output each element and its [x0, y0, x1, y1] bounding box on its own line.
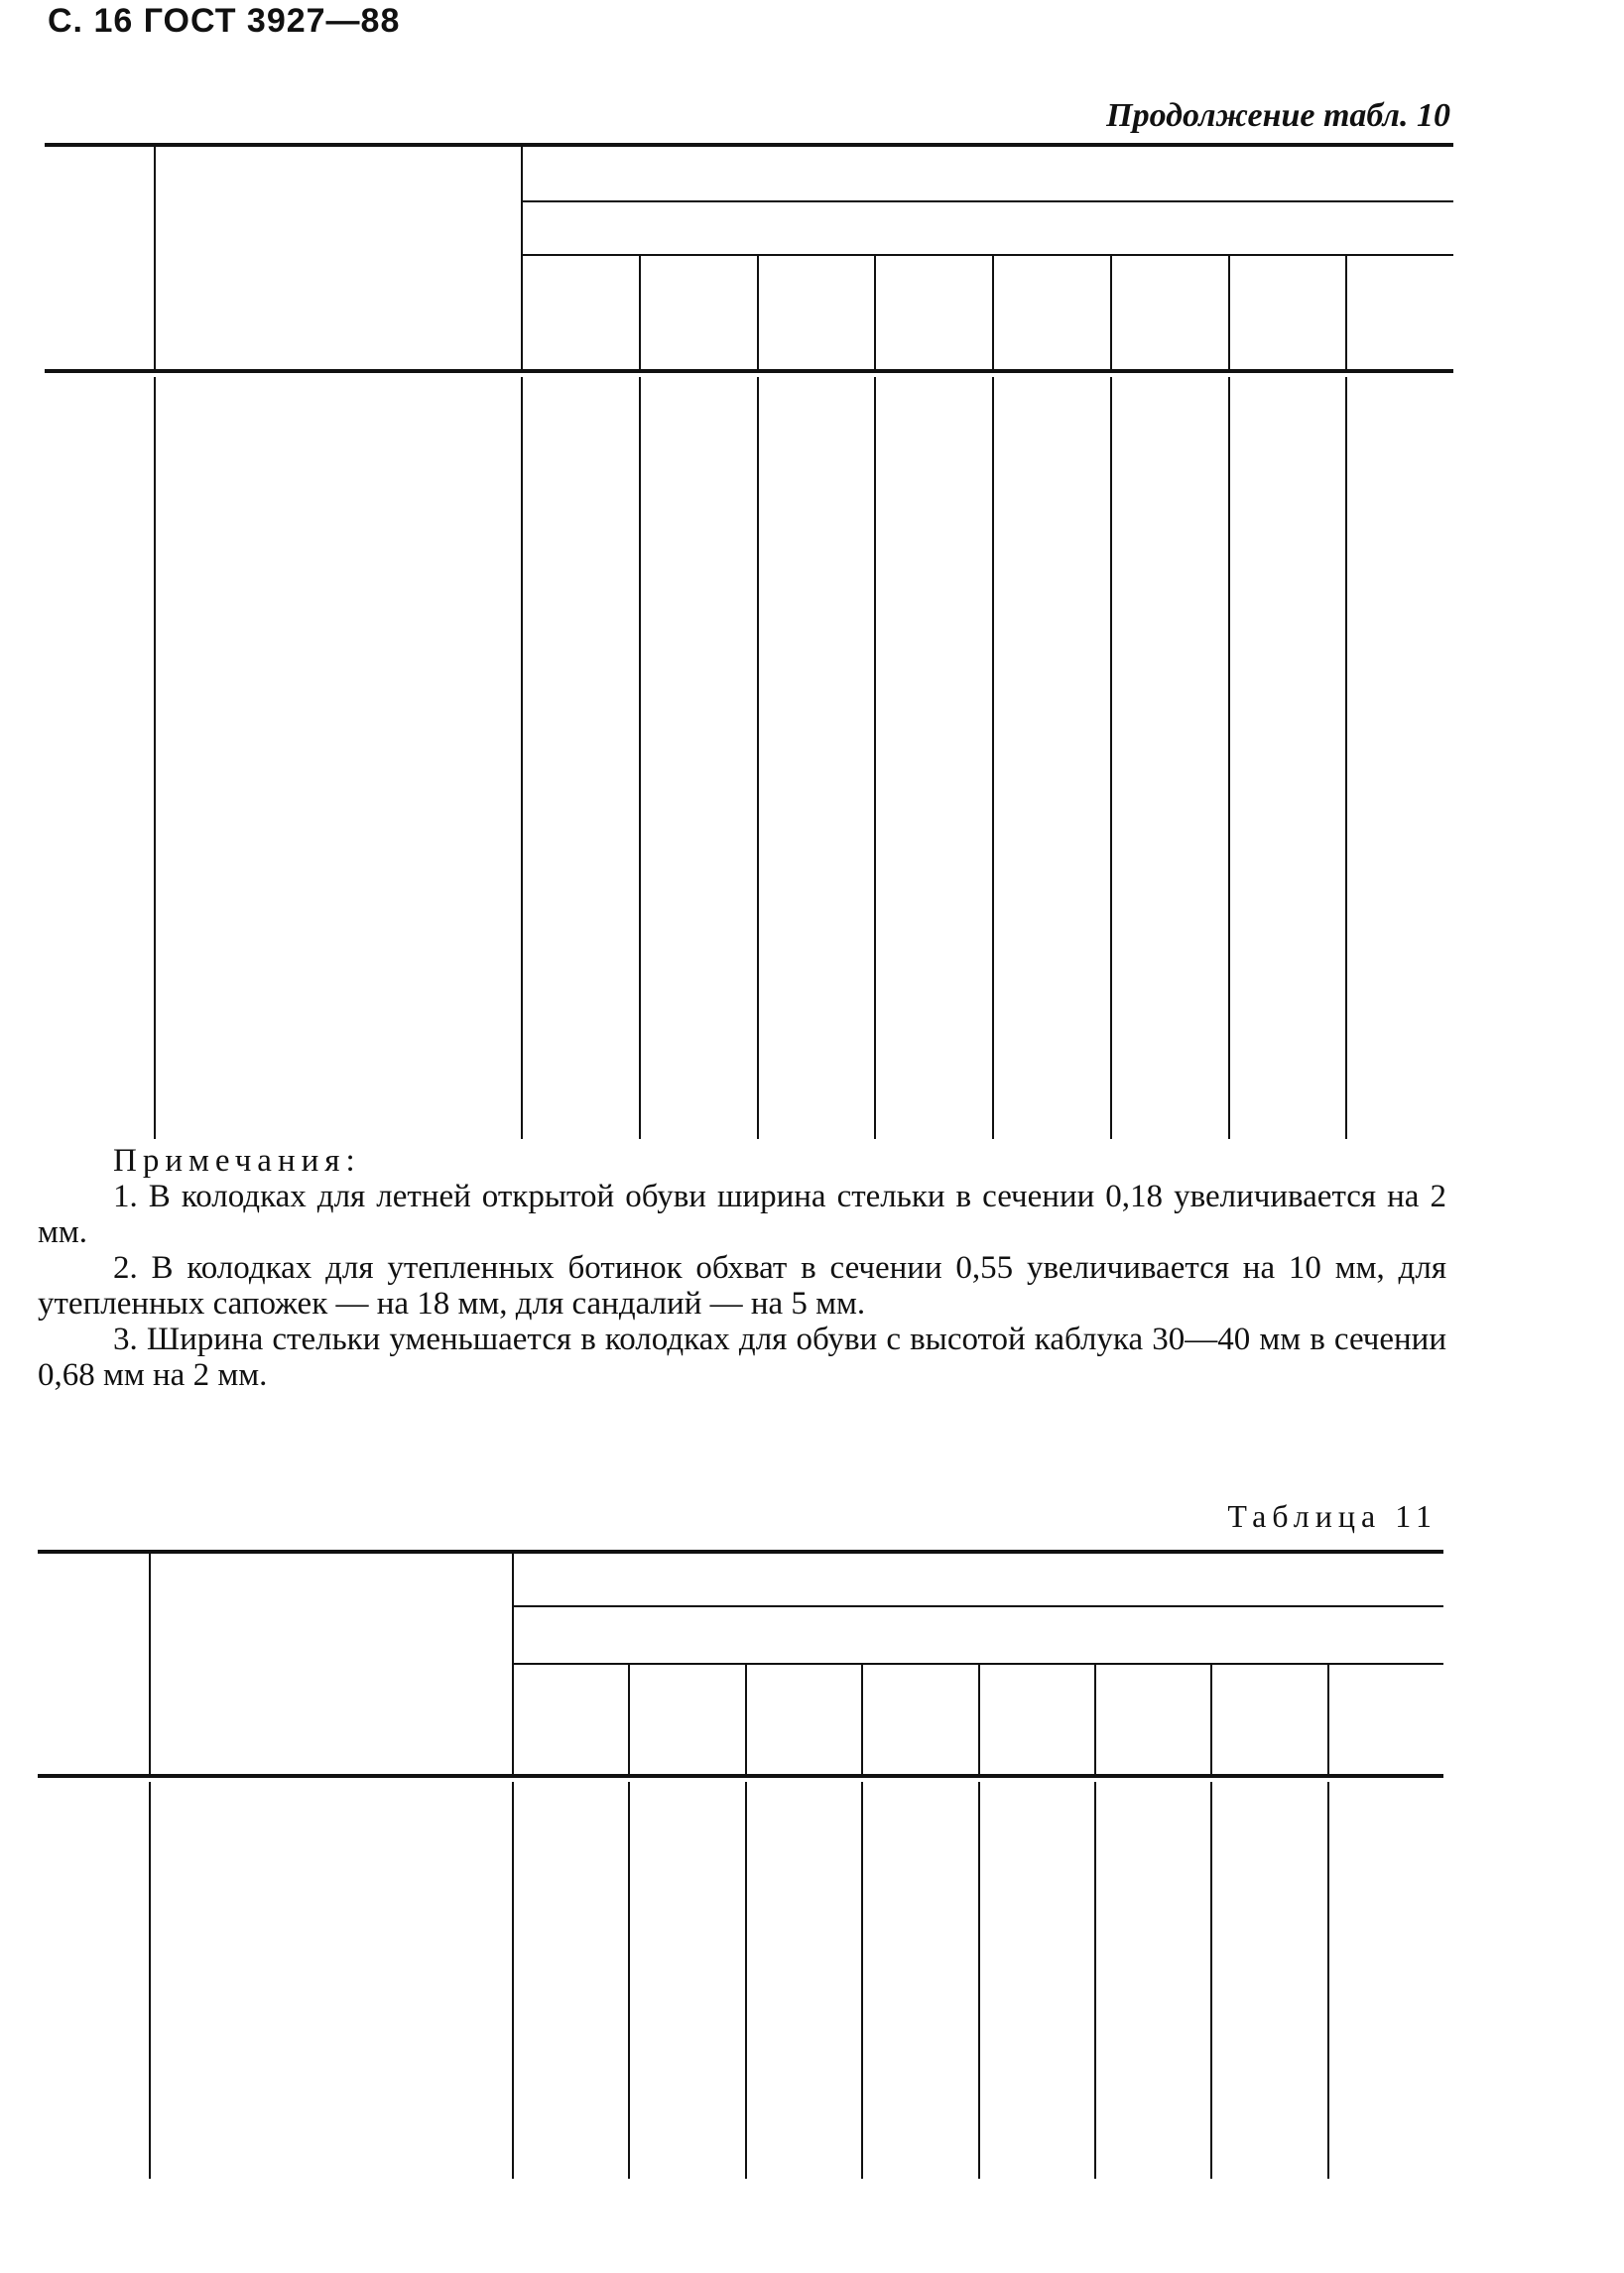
header-vrule: [1110, 254, 1112, 369]
header-vrule: [149, 1550, 151, 1774]
page-header: С. 16 ГОСТ 3927—88: [48, 2, 401, 40]
header-vrule: [512, 1550, 514, 1774]
header-vrule: [1228, 254, 1230, 369]
notes-title: Примечания:: [113, 1143, 361, 1179]
header-vrule: [992, 254, 994, 369]
top-rule: [38, 1550, 1443, 1554]
header-vrule: [745, 1663, 747, 1774]
body-vrule: [512, 1782, 514, 2179]
numbers-rule: [521, 254, 1453, 256]
header-vrule: [861, 1663, 863, 1774]
body-vrule: [1110, 377, 1112, 1139]
header-vrule: [154, 143, 156, 369]
body-vrule: [1327, 1782, 1329, 2179]
body-vrule: [639, 377, 641, 1139]
body-vrule: [521, 377, 523, 1139]
header-vrule: [1327, 1663, 1329, 1774]
group-rule: [521, 200, 1453, 202]
body-vrule: [978, 1782, 980, 2179]
header-vrule: [628, 1663, 630, 1774]
body-vrule: [1094, 1782, 1096, 2179]
table-11-caption: Таблица 11: [1227, 1498, 1437, 1534]
body-vrule: [874, 377, 876, 1139]
header-bottom-rule: [38, 1774, 1443, 1778]
body-vrule: [1345, 377, 1347, 1139]
note-item: 2. В колодках для утепленных ботинок обхват в сечении 0,55 увеличивается на 10 мм, для утепленных сапожек — на 18 мм, для сандалий — на 5 мм.: [38, 1250, 1446, 1322]
header-vrule: [757, 254, 759, 369]
group-rule: [512, 1605, 1443, 1607]
body-vrule: [1210, 1782, 1212, 2179]
note-item: 1. В колодках для летней открытой обуви ширина стельки в сечении 0,18 увеличивается на 2 мм.: [38, 1179, 1446, 1250]
header-vrule: [1210, 1663, 1212, 1774]
header-vrule: [874, 254, 876, 369]
header-bottom-rule: [45, 369, 1453, 373]
header-vrule: [639, 254, 641, 369]
note-item: 3. Ширина стельки уменьшается в колодках для обуви с высотой каблука 30—40 мм в сечении 0,68 мм на 2 мм.: [38, 1322, 1446, 1393]
body-vrule: [149, 1782, 151, 2179]
body-vrule: [992, 377, 994, 1139]
header-vrule: [521, 143, 523, 369]
body-vrule: [861, 1782, 863, 2179]
notes: [38, 1143, 1446, 1393]
top-rule: [45, 143, 1453, 147]
header-vrule: [1094, 1663, 1096, 1774]
header-vrule: [978, 1663, 980, 1774]
continuation-label: Продолжение табл. 10: [1106, 97, 1450, 134]
body-vrule: [757, 377, 759, 1139]
body-vrule: [1228, 377, 1230, 1139]
body-vrule: [628, 1782, 630, 2179]
header-vrule: [1345, 254, 1347, 369]
body-vrule: [745, 1782, 747, 2179]
body-vrule: [154, 377, 156, 1139]
